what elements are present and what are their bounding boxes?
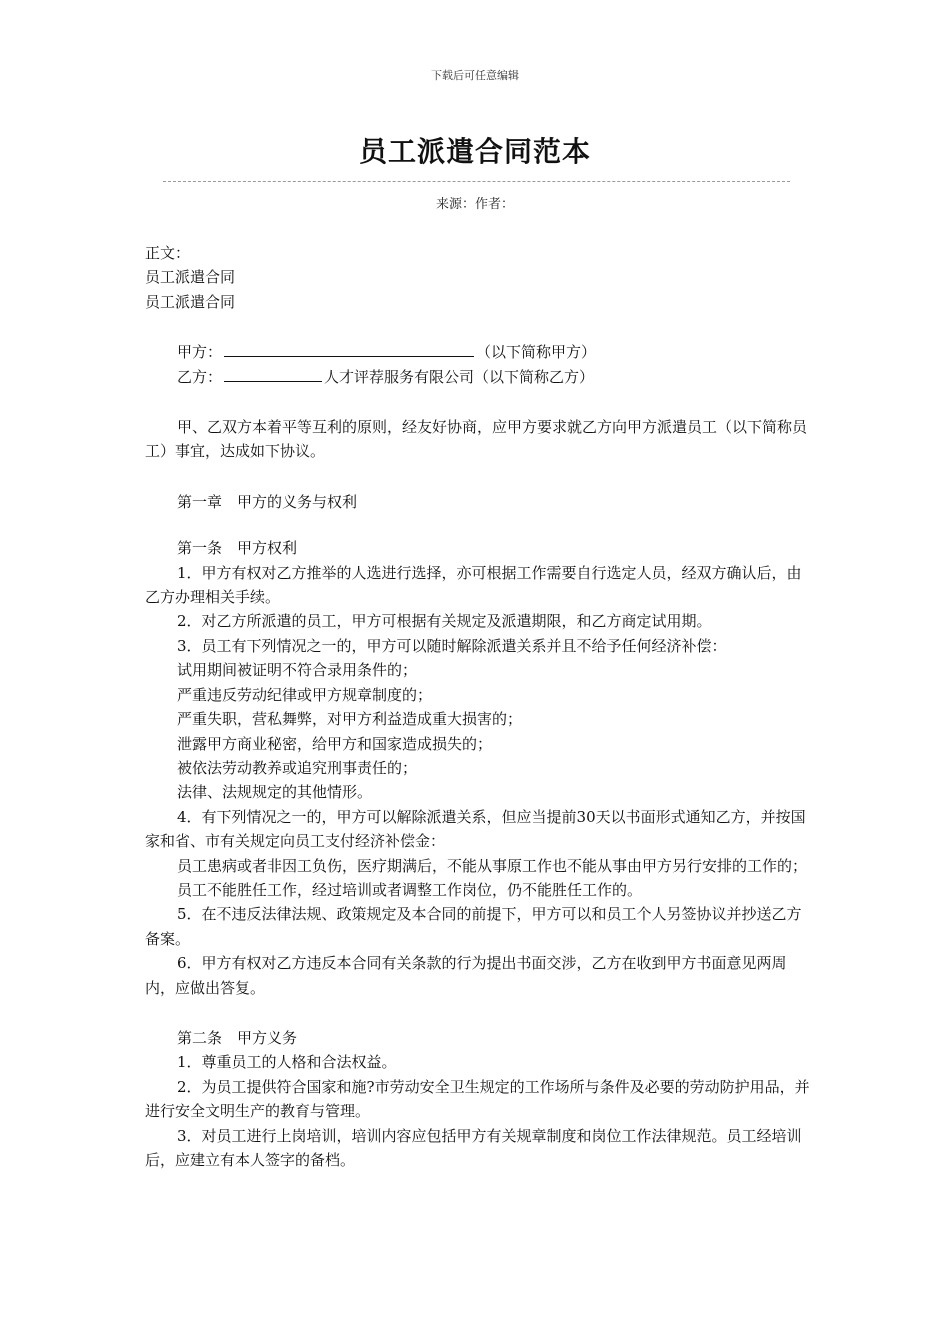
source-line: 来源：作者： <box>435 197 514 212</box>
party-b-label: 乙方： <box>177 367 223 386</box>
condition-item: 法律、法规规定的其他情形。 <box>177 783 373 802</box>
header-note: 下载后可任意编辑 <box>431 69 519 82</box>
item-4-condition-1: 员工患病或者非因工负伤，医疗期满后，不能从事原工作也不能从事由甲方另行安排的工作的； <box>177 856 808 875</box>
title-divider <box>163 181 790 182</box>
party-a-line <box>145 340 810 364</box>
article-2-item-3: 3．对员工进行上岗培训，培训内容应包括甲方有关规章制度和岗位工作法律规范。员工经培训后，应建立有本人签字的备档。 <box>145 1126 802 1169</box>
condition-item: 严重失职，营私舞弊，对甲方利益造成重大损害的； <box>177 710 523 729</box>
article-1-item-2: 2．对乙方所派遣的员工，甲方可根据有关规定及派遣期限，和乙方商定试用期。 <box>177 612 712 631</box>
contract-name-2: 员工派遣合同 <box>145 292 236 311</box>
intro-paragraph: 甲、乙双方本着平等互利的原则，经友好协商，应甲方要求就乙方向甲方派遣员工（以下简称员工）事宜，达成如下协议。 <box>145 418 808 461</box>
article-2-heading: 第二条 甲方义务 <box>177 1028 298 1047</box>
document-body <box>145 241 810 1172</box>
condition-item: 试用期间被证明不符合录用条件的； <box>177 661 418 680</box>
article-1-item-5: 5．在不违反法律法规、政策规定及本合同的前提下，甲方可以和员工个人另签协议并抄送乙方备案。 <box>145 905 802 948</box>
article-1-heading: 第一条 甲方权利 <box>177 539 298 558</box>
chapter-1-heading: 第一章 甲方的义务与权利 <box>177 492 358 511</box>
article-2-item-2: 2．为员工提供符合国家和施?市劳动安全卫生规定的工作场所与条件及必要的劳动防护用品，并进行安全文明生产的教育与管理。 <box>145 1077 810 1121</box>
article-1-item-3: 3．员工有下列情况之一的，甲方可以随时解除派遣关系并且不给予任何经济补偿： <box>177 636 727 655</box>
article-1-item-4: 4．有下列情况之一的，甲方可以解除派遣关系，但应当提前30天以书面形式通知乙方，并按国家和省、市有关规定向员工支付经济补偿金： <box>145 807 806 851</box>
article-1-item-6: 6．甲方有权对乙方违反本合同有关条款的行为提出书面交涉，乙方在收到甲方书面意见两周内，应做出答复。 <box>145 954 787 997</box>
article-2-item-1: 1．尊重员工的人格和合法权益。 <box>177 1053 397 1072</box>
party-b-blank <box>224 366 322 382</box>
party-b-company: 人才评荐服务有限公司 <box>324 367 475 386</box>
condition-item: 被依法劳动教养或追究刑事责任的； <box>177 758 418 777</box>
condition-item: 泄露甲方商业秘密，给甲方和国家造成损失的； <box>177 734 493 753</box>
contract-name-1: 员工派遣合同 <box>145 268 236 287</box>
party-a-suffix: （以下简称甲方） <box>476 343 597 362</box>
party-a-blank <box>224 341 474 357</box>
party-b-line <box>145 365 810 389</box>
condition-item: 严重违反劳动纪律或甲方规章制度的； <box>177 685 433 704</box>
document-title: 员工派遣合同范本 <box>358 135 591 168</box>
body-label: 正文： <box>145 244 191 262</box>
article-1-item-1: 1．甲方有权对乙方推举的人选进行选择，亦可根据工作需要自行选定人员，经双方确认后，由乙方办理相关手续。 <box>145 563 802 607</box>
item-4-condition-2: 员工不能胜任工作，经过培训或者调整工作岗位，仍不能胜任工作的。 <box>177 880 643 899</box>
party-b-suffix: （以下简称乙方） <box>474 367 595 386</box>
party-a-label: 甲方： <box>177 343 223 362</box>
